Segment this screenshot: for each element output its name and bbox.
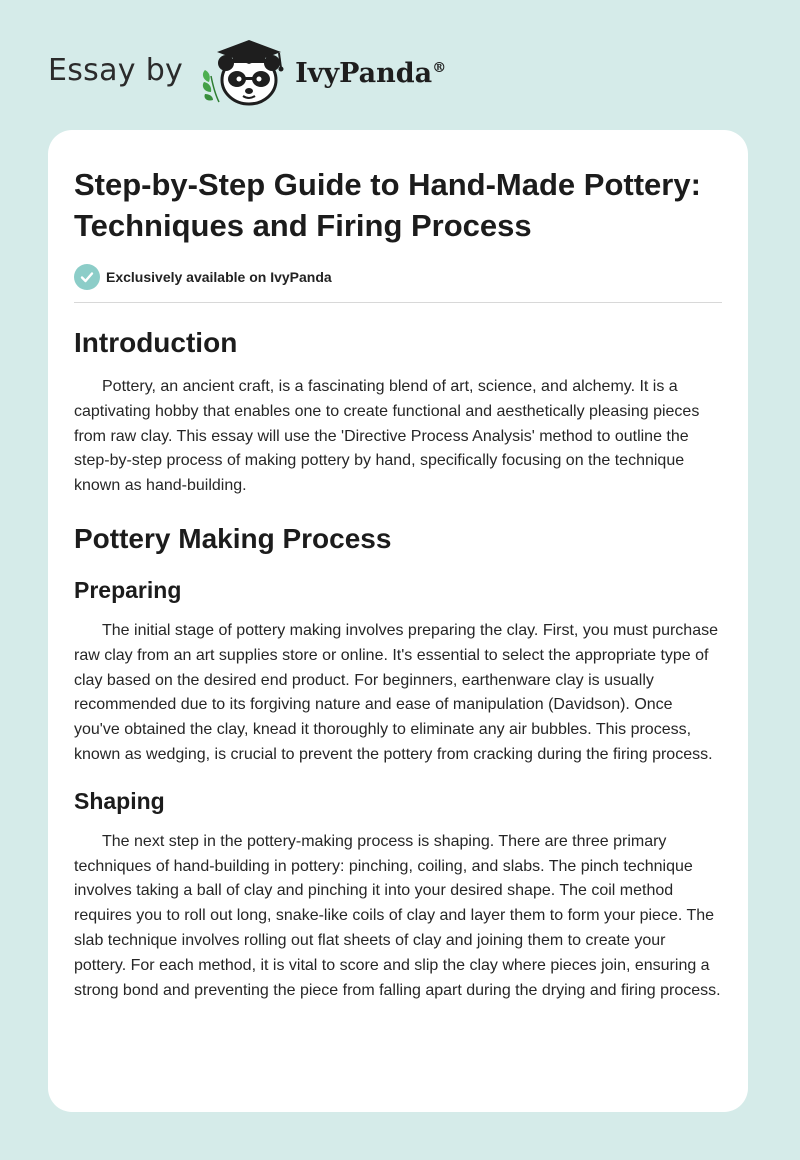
exclusive-badge	[74, 264, 722, 290]
intro-heading: Introduction	[74, 327, 238, 358]
shaping-paragraph: The next step in the pottery-making process is shaping. There are three primary techniques of hand-building in pottery: pinching, coiling, and slabs. The pinch technique involves taking a ball of clay and pinching it into your desired shape. The coil method requires you to roll out long, snake-like coils of clay and layer them to form your piece. The slab technique involves rolling out flat sheets of clay and joining them to create your pottery. For each method, it is vital to score and slip the clay where pieces join, ensuring a strong bond and preventing the piece from falling apart during the drying and firing process.	[74, 832, 721, 999]
brand-prefix: Essay by	[48, 52, 184, 88]
brand-header[interactable]	[48, 36, 446, 108]
panda-graduate-icon	[199, 36, 291, 108]
check-circle-icon	[74, 264, 100, 290]
shaping-heading: Shaping	[74, 787, 165, 814]
process-heading: Pottery Making Process	[74, 522, 392, 554]
intro-paragraph: Pottery, an ancient craft, is a fascinating blend of art, science, and alchemy. It is a captivating hobby that enables one to create functional and aesthetically pleasing pieces from raw clay. This essay will use the 'Directive Process Analysis' method to outline the step-by-step process of making pottery by hand, specifically focusing on the technique known as hand-building.	[74, 378, 700, 495]
essay-title: Step-by-Step Guide to Hand-Made Pottery: Techniques and Firing Process	[74, 167, 701, 243]
brand-name: IvyPanda®	[295, 57, 447, 89]
essay-card	[48, 130, 748, 1112]
preparing-heading: Preparing	[74, 576, 182, 603]
divider	[74, 302, 722, 303]
preparing-paragraph: The initial stage of pottery making involves preparing the clay. First, you must purchase raw clay from an art supplies store or online. It's essential to select the appropriate type of clay based on the desired end product. For beginners, earthenware clay is usually recommended due to its forgiving nature and ease of manipulation (Davidson). Once you've obtained the clay, knead it thoroughly to eliminate any air bubbles. This process, known as wedging, is crucial to prevent the pottery from cracking during the firing process.	[74, 621, 718, 763]
badge-text: Exclusively available on IvyPanda	[106, 269, 332, 285]
